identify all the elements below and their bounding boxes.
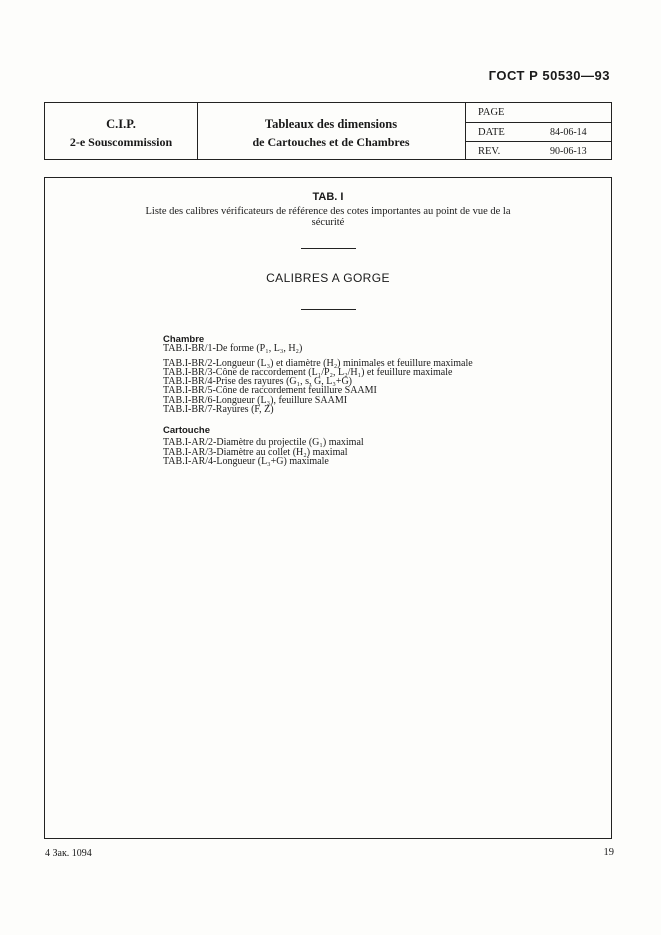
date-label: DATE (478, 127, 505, 138)
standard-number: ГОСТ Р 50530—93 (488, 68, 610, 83)
rev-label: REV. (478, 146, 501, 157)
page-row (466, 103, 611, 122)
divider-top (301, 248, 356, 249)
rev-row (466, 141, 611, 161)
list-item: TAB.I-AR/2-Diamètre du projectile (G₁) maximal (163, 437, 364, 449)
header-org-cell (45, 103, 198, 159)
doc-title-line1: Tableaux des dimensions (264, 117, 398, 131)
divider-bottom (301, 309, 356, 310)
cartouche-list (163, 426, 364, 466)
page-number: 19 (603, 847, 614, 858)
list-item: TAB.I-BR/2-Longueur (L₃) et diamètre (H₂) minimales et feuillure maximale (163, 357, 473, 369)
doc-title-line2: de Cartouches et de Chambres (252, 135, 410, 149)
print-order: 4 Зак. 1094 (45, 848, 92, 859)
content-frame (44, 177, 612, 839)
table-title: TAB. I (312, 191, 344, 203)
section-title: CALIBRES A GORGE (266, 271, 390, 285)
list-item: TAB.I-AR/4-Longueur (L₃+G) maximale (163, 455, 329, 467)
header-meta-cell (466, 103, 611, 159)
list-item: TAB.I-AR/3-Diamètre au collet (H₂) maximal (163, 446, 348, 458)
org-name: C.I.P. (106, 117, 136, 131)
table-subtitle: Liste des calibres vérificateurs de référence des cotes importantes au point de vue de la sécurité (145, 206, 511, 228)
org-sub: 2-e Souscommission (69, 135, 173, 149)
list-item: TAB.I-BR/6-Longueur (L₃), feuillure SAAMI (163, 394, 348, 406)
cartouche-heading: Cartouche (163, 425, 210, 436)
list-item: TAB.I-BR/4-Prise des rayures (G₁, s, G, L₃+G) (163, 376, 353, 388)
rev-value: 90-06-13 (550, 146, 587, 157)
chambre-list (163, 335, 473, 414)
chambre-heading: Chambre (163, 334, 205, 345)
date-value: 84-06-14 (550, 127, 587, 138)
date-row (466, 122, 611, 142)
list-item: TAB.I-BR/3-Cône de raccordement (L₁/P₂, L₂/H₁) et feuillure maximale (163, 366, 453, 378)
header-title-cell (197, 103, 466, 159)
page-label: PAGE (478, 107, 505, 118)
header-table (44, 102, 612, 160)
list-item: TAB.I-BR/7-Rayures (F, Z) (163, 404, 274, 416)
list-item: TAB.I-BR/5-Cône de raccordement feuillure SAAMI (163, 385, 377, 397)
list-item: TAB.I-BR/1-De forme (P₁, L₃, H₂) (163, 343, 303, 355)
